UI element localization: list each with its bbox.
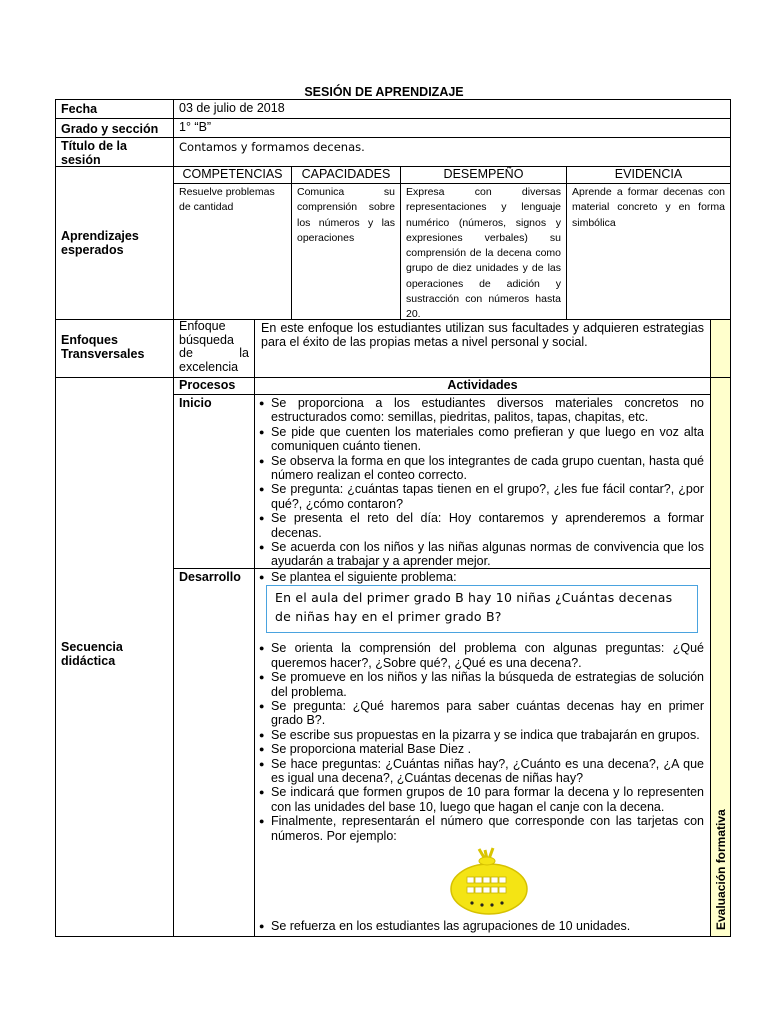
inicio-item: ● Se presenta el reto del día: Hoy contaremos y aprenderemos a formar decenas.: [255, 511, 710, 540]
competencia-cell: Resuelve problemas de cantidad: [173, 183, 292, 320]
header-capacidades: CAPACIDADES: [291, 166, 401, 184]
evaluacion-column: [710, 377, 731, 937]
fecha-label: Fecha: [55, 99, 174, 119]
enfoque-name: Enfoque búsqueda de la excelencia: [173, 319, 255, 378]
desarrollo-item: ● Se indicará que formen grupos de 10 para formar la decena y lo representen con las unidades del base 10, luego que hagan el canje con la decena.: [255, 785, 710, 814]
header-evidencia: EVIDENCIA: [566, 166, 731, 184]
desarrollo-item: ● Se promueve en los niños y las niñas la búsqueda de estrategias de solución del problema.: [255, 670, 710, 699]
evidencia-cell: Aprende a formar decenas con material concreto y en forma simbólica: [566, 183, 731, 320]
procesos-header: Procesos: [173, 377, 255, 395]
desarrollo-item: ● Se hace preguntas: ¿Cuántas niñas hay?, ¿Cuánto es una decena?, ¿A que es igual una decena?, ¿Cuántas decenas de niñas hay?: [255, 757, 710, 786]
evaluacion-label: Evaluación formativa: [714, 809, 728, 930]
page-title: SESIÓN DE APRENDIZAJE: [304, 85, 464, 99]
inicio-item: ● Se pregunta: ¿cuántas tapas tienen en el grupo?, ¿les fue fácil contar?, ¿por qué?, ¿cómo contaron?: [255, 482, 710, 511]
desarrollo-item: ● Se pregunta: ¿Qué haremos para saber cuántas decenas hay en primer grado B?.: [255, 699, 710, 728]
inicio-item: ● Se proporciona a los estudiantes diversos materiales concretos no estructurados como: semillas, piedritas, palitos, tapas, chapitas, etc.: [255, 396, 710, 425]
enfoques-label: Enfoques Transversales: [55, 319, 174, 378]
inicio-activities: [254, 394, 711, 569]
inicio-item: ● Se acuerda con los niños y las niñas algunas normas de convivencia que los ayudarán a trabajar y a aprender mejor.: [255, 540, 710, 569]
desarrollo-item: ● Finalmente, representarán el número que corresponde con las tarjetas con números. Por ejemplo:: [255, 814, 710, 843]
actividades-header: Actividades: [254, 377, 711, 395]
enfoque-description: En este enfoque los estudiantes utilizan sus facultades y adquieren estrategias para el éxito de las propias metas a nivel personal y social.: [254, 319, 711, 378]
desarrollo-label: Desarrollo: [173, 568, 255, 937]
secuencia-label: Secuencia didáctica: [55, 377, 174, 937]
inicio-item: ● Se observa la forma en que los integrantes de cada grupo cuentan, hasta qué número realizan el conteo correcto.: [255, 454, 710, 483]
bag-icon: [445, 847, 535, 919]
header-competencias: COMPETENCIAS: [173, 166, 292, 184]
aprendizajes-label: Aprendizajes esperados: [55, 166, 174, 320]
grado-label: Grado y sección: [55, 118, 174, 138]
desarrollo-item: ● Se orienta la comprensión del problema con algunas preguntas: ¿Qué queremos hacer?, ¿Sobre qué?, ¿Qué es una decena?.: [255, 641, 710, 670]
inicio-item: ● Se pide que cuenten los materiales como prefieran y que luego en voz alta comuniquen cuánto tienen.: [255, 425, 710, 454]
titulo-label: Título de la sesión: [55, 137, 174, 167]
desarrollo-item: ● Se proporciona material Base Diez .: [255, 742, 710, 756]
decena-bag-image: [445, 847, 535, 919]
titulo-value: Contamos y formamos decenas.: [173, 137, 731, 167]
desarrollo-item: ● Se escribe sus propuestas en la pizarra y se indica que trabajarán en grupos.: [255, 728, 710, 742]
desarrollo-item-last: ● Se refuerza en los estudiantes las agrupaciones de 10 unidades.: [255, 919, 712, 933]
grado-value: 1° “B”: [173, 118, 731, 138]
capacidad-cell: Comunica su comprensión sobre los números y las operaciones: [291, 183, 401, 320]
enfoque-yellow-cell: [710, 319, 731, 378]
desempeno-cell: Expresa con diversas representaciones y lenguaje numérico (números, signos y expresiones verbales) su comprensión de la decena como grupo de diez unidades y de las operaciones de adición y sustracción con números hasta 20.: [400, 183, 567, 320]
inicio-label: Inicio: [173, 394, 255, 569]
desarrollo-activities: [254, 568, 711, 937]
header-desempeno: DESEMPEÑO: [400, 166, 567, 184]
fecha-value: 03 de julio de 2018: [173, 99, 731, 119]
desarrollo-item-first: ● Se plantea el siguiente problema:: [255, 570, 710, 584]
problem-box: En el aula del primer grado B hay 10 niñas ¿Cuántas decenas de niñas hay en el primer grado B?: [266, 585, 698, 633]
